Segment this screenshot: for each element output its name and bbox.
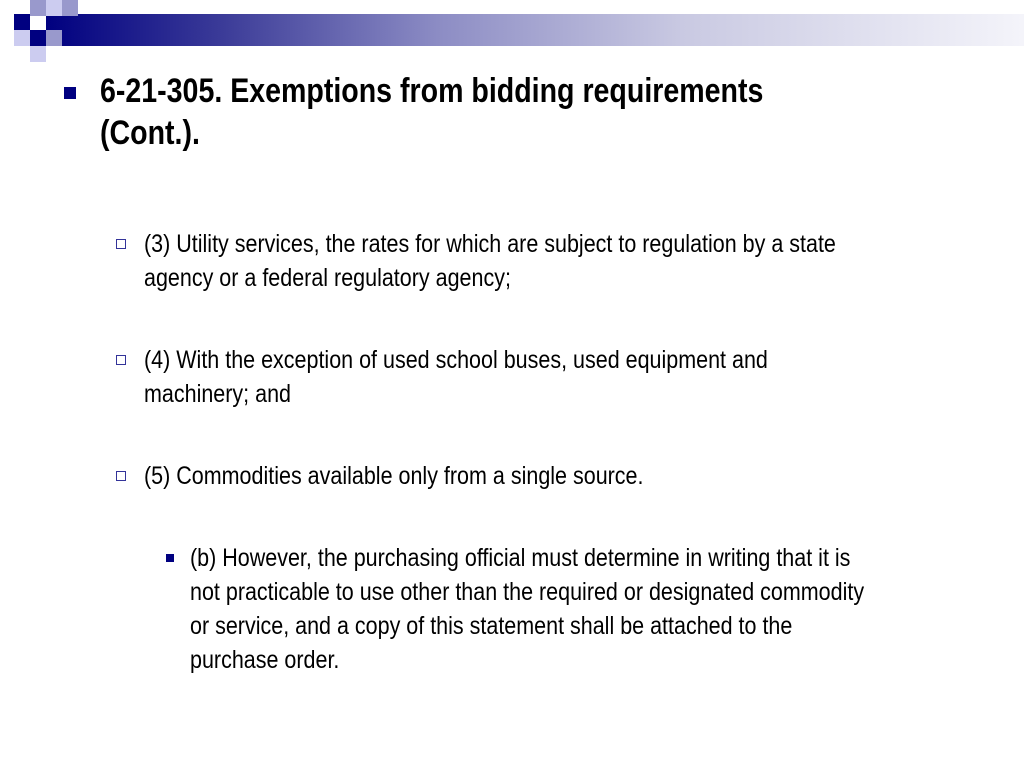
list-item — [116, 227, 976, 295]
sub-list-item-text: (b) However, the purchasing official must determine in writing that it is not practicable to use other than the required or designated commodity or service, and a copy of this statement shall be attached to the purchase order. — [190, 544, 865, 674]
list-item-text: (3) Utility services, the rates for which are subject to regulation by a state agency or a federal regulatory agency; — [144, 230, 836, 292]
small-square-bullet-icon — [166, 554, 174, 562]
list-item — [116, 459, 976, 493]
slide-title: 6-21-305. Exemptions from bidding requirements (Cont.). — [100, 72, 764, 152]
hollow-square-bullet-icon — [116, 239, 126, 249]
hollow-square-bullet-icon — [116, 471, 126, 481]
sub-list-item — [166, 541, 976, 677]
hollow-square-bullet-icon — [116, 355, 126, 365]
square-bullet-icon — [64, 87, 76, 99]
slide-title-row — [64, 70, 944, 154]
list-item-text: (5) Commodities available only from a single source. — [144, 462, 644, 490]
list-item-text: (4) With the exception of used school buses, used equipment and machinery; and — [144, 346, 768, 408]
list-item — [116, 343, 976, 411]
